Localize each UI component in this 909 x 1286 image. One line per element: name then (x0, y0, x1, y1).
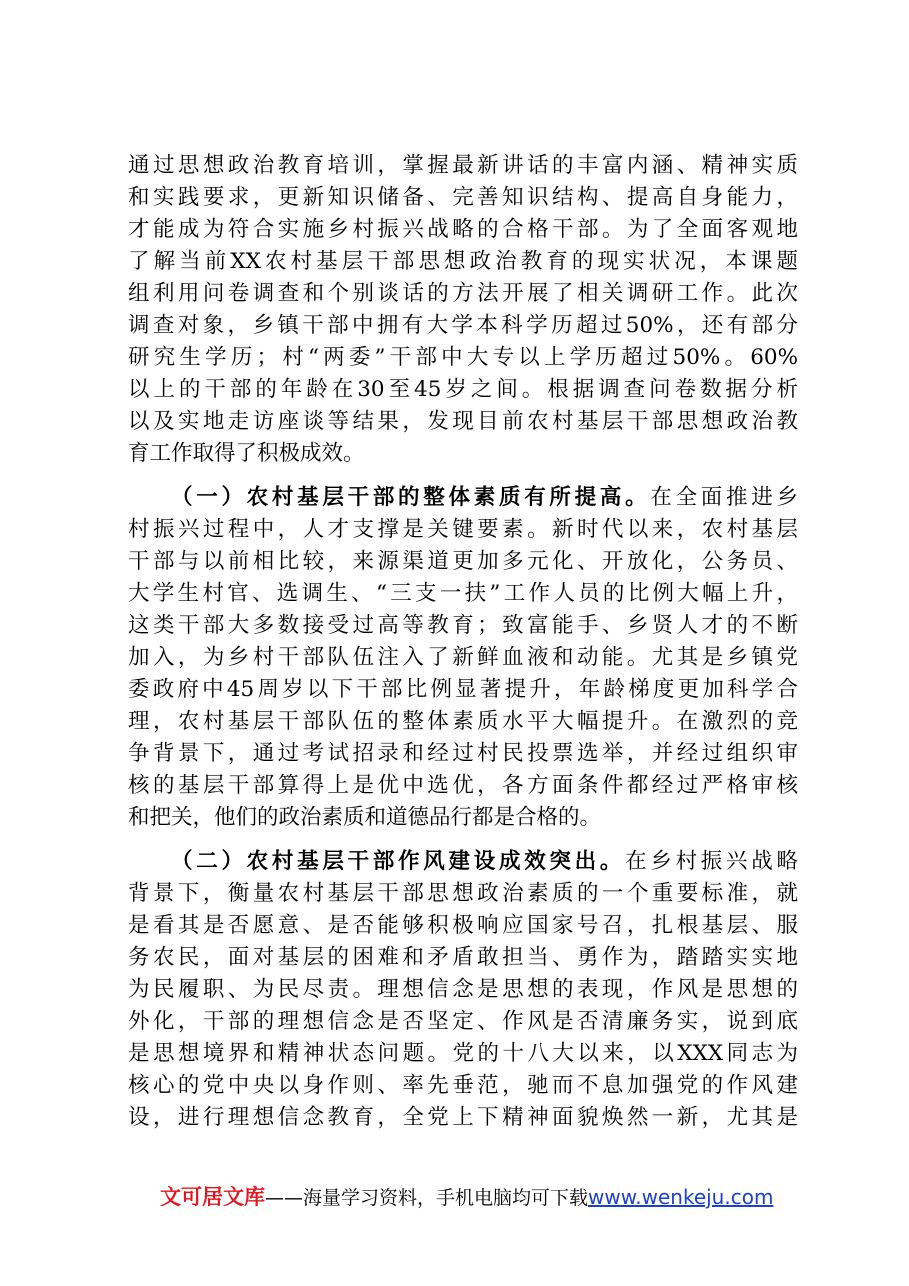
text-line: 通过思想政治教育培训，掌握最新讲话的丰富内涵、精神实质 (128, 153, 798, 178)
text-line: 背景下，衡量农村基层干部思想政治素质的一个重要标准，就 (128, 881, 798, 906)
section-heading: （一）农村基层干部的整体素质有所提高。 (171, 485, 651, 510)
text-line: 干部与以前相比较，来源渠道更加多元化、开放化，公务员、 (128, 549, 798, 574)
text-line: 为民履职、为民尽责。理想信念是思想的表现，作风是思想的 (128, 977, 798, 1002)
text-line: 理，农村基层干部队伍的整体素质水平大幅提升。在激烈的竞 (128, 709, 798, 734)
text-line: 才能成为符合实施乡村振兴战略的合格干部。为了全面客观地 (128, 217, 798, 242)
text-line: 核的基层干部算得上是优中选优，各方面条件都经过严格审核 (128, 773, 798, 798)
text-line: 调查对象，乡镇干部中拥有大学本科学历超过50%，还有部分 (128, 313, 798, 338)
text-line: 以及实地走访座谈等结果，发现目前农村基层干部思想政治教 (128, 409, 798, 434)
text-line: 以上的干部的年龄在30至45岁之间。根据调查问卷数据分析 (128, 377, 798, 402)
text-line: 是思想境界和精神状态问题。党的十八大以来，以XXX同志为 (128, 1041, 798, 1066)
footer-brand: 文可居文库 (160, 1185, 265, 1209)
text-line: 这类干部大多数接受过高等教育；致富能手、乡贤人才的不断 (128, 613, 798, 638)
text-line: 设，进行理想信念教育，全党上下精神面貌焕然一新，尤其是 (128, 1105, 798, 1130)
text-line: 组利用问卷调查和个别谈话的方法开展了相关调研工作。此次 (128, 281, 798, 306)
text-line: 委政府中45周岁以下干部比例显著提升，年龄梯度更加科学合 (128, 677, 798, 702)
text-line: 村振兴过程中，人才支撑是关键要素。新时代以来，农村基层 (128, 517, 798, 542)
footer-banner (160, 1181, 780, 1213)
text-line: 核心的党中央以身作则、率先垂范，驰而不息加强党的作风建 (128, 1073, 798, 1098)
text-run: 在全面推进乡 (650, 485, 798, 510)
text-line: 育工作取得了积极成效。 (128, 441, 365, 466)
text-line: 是看其是否愿意、是否能够积极响应国家号召，扎根基层、服 (128, 913, 798, 938)
text-line: 了解当前XX农村基层干部思想政治教育的现实状况，本课题 (128, 249, 798, 274)
text-line: 争背景下，通过考试招录和经过村民投票选举，并经过组织审 (128, 741, 798, 766)
text-line: 务农民，面对基层的困难和矛盾敢担当、勇作为，踏踏实实地 (128, 945, 798, 970)
footer-tagline: ——海量学习资料，手机电脑均可下载 (265, 1187, 589, 1209)
text-line: 研究生学历；村“两委”干部中大专以上学历超过50%。60% (128, 345, 798, 370)
text-line (171, 846, 798, 878)
text-line: 加入，为乡村干部队伍注入了新鲜血液和动能。尤其是乡镇党 (128, 645, 798, 670)
text-line (171, 482, 798, 514)
section-heading: （二）农村基层干部作风建设成效突出。 (171, 849, 626, 874)
text-line: 和实践要求，更新知识储备、完善知识结构、提高自身能力， (128, 185, 798, 210)
text-run: 在乡村振兴战略 (625, 849, 798, 874)
text-line: 外化，干部的理想信念是否坚定、作风是否清廉务实，说到底 (128, 1009, 798, 1034)
footer-site-link[interactable]: www.wenkeju.com (588, 1185, 774, 1209)
text-line: 大学生村官、选调生、“三支一扶”工作人员的比例大幅上升， (128, 581, 798, 606)
text-line: 和把关，他们的政治素质和道德品行都是合格的。 (128, 805, 602, 830)
